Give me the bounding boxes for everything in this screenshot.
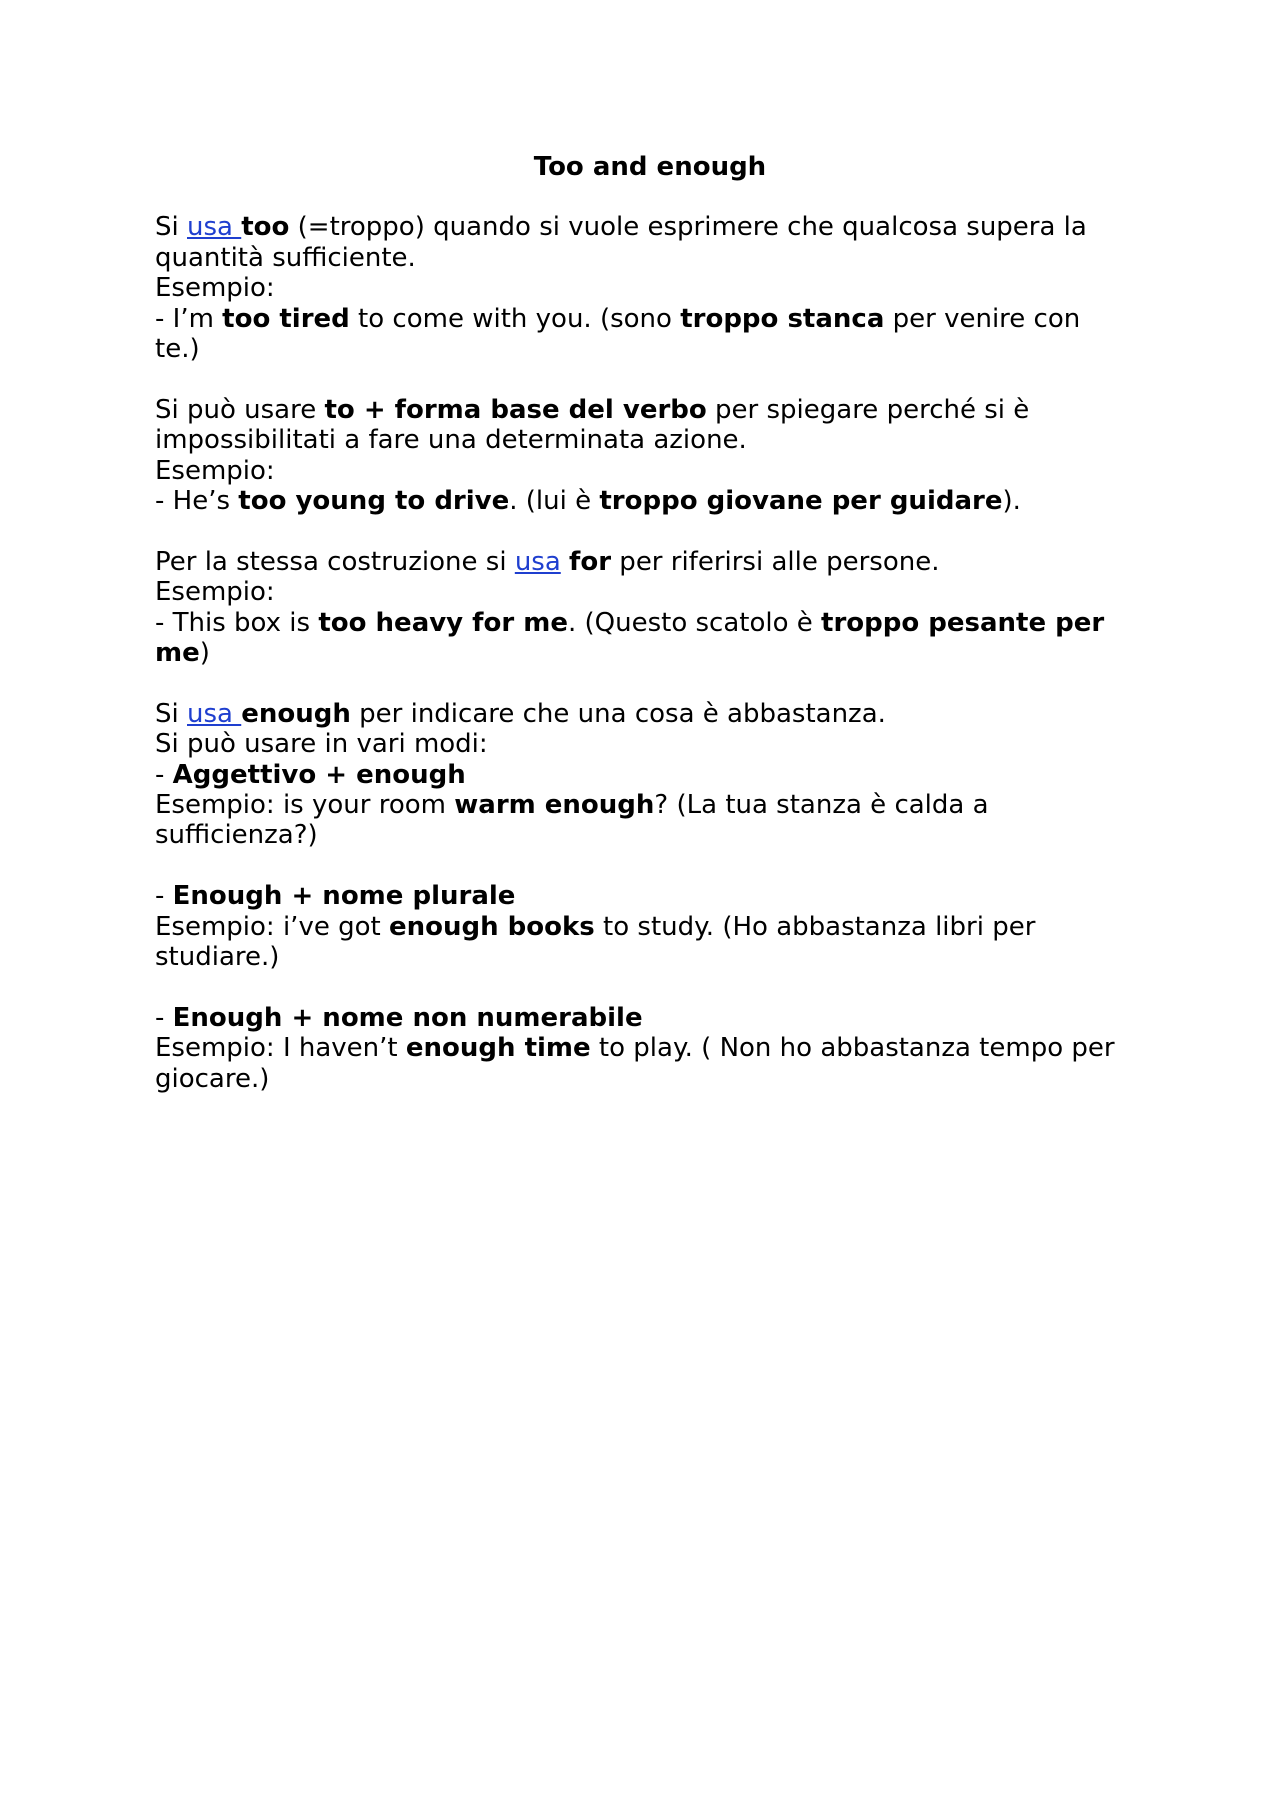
bold-text: enough books xyxy=(388,911,595,942)
text-line xyxy=(155,760,1125,790)
bold-text: Aggettivo + enough xyxy=(172,759,466,790)
text-run: - xyxy=(155,881,173,912)
usa-link[interactable]: usa xyxy=(187,698,242,729)
text-line xyxy=(155,729,1125,759)
bold-text: too xyxy=(241,212,290,243)
text-run: ? (La tua stanza è calda a sufficienza?) xyxy=(155,790,989,851)
usa-link[interactable]: usa xyxy=(187,212,242,243)
text-run: per indicare che una cosa è abbastanza. xyxy=(350,698,886,729)
text-run: to come with you. (sono xyxy=(349,303,681,334)
text-run: - This box is xyxy=(155,607,319,638)
bold-text: enough time xyxy=(405,1033,591,1064)
text-line xyxy=(155,912,1125,973)
usa-link[interactable]: usa xyxy=(514,546,561,577)
text-line xyxy=(155,577,1125,607)
text-run: (=troppo) quando si vuole esprimere che qualcosa supera la quantità sufficiente. xyxy=(155,212,1087,273)
text-run: Si xyxy=(155,212,187,243)
text-line xyxy=(155,608,1125,669)
text-line xyxy=(155,881,1125,911)
text-run: Esempio: xyxy=(155,273,275,304)
text-run: . (lui è xyxy=(509,486,600,517)
text-line xyxy=(155,790,1125,851)
text-line xyxy=(155,1033,1125,1094)
paragraph xyxy=(155,1003,1125,1094)
text-run xyxy=(561,547,569,577)
text-line xyxy=(155,547,1125,577)
paragraph xyxy=(155,212,1125,364)
text-run: to study. (Ho abbastanza libri per studiare.) xyxy=(155,911,1036,973)
text-run: to play. ( Non ho abbastanza tempo per giocare.) xyxy=(155,1033,1115,1094)
paragraph xyxy=(155,547,1125,669)
bold-text: warm enough xyxy=(454,790,655,821)
bold-text: troppo pesante per me xyxy=(155,607,1105,669)
text-run: per venire con te.) xyxy=(155,303,1081,365)
bold-text: Enough + nome plurale xyxy=(172,881,516,912)
text-line xyxy=(155,212,1125,273)
text-line xyxy=(155,1003,1125,1033)
bold-text: too young to drive xyxy=(238,486,510,517)
text-line xyxy=(155,486,1125,516)
bold-text: too heavy for me xyxy=(318,607,568,638)
text-line xyxy=(155,456,1125,486)
bold-text: too tired xyxy=(222,303,350,334)
text-run: ) xyxy=(199,638,210,669)
text-line xyxy=(155,395,1125,456)
text-run: Esempio: is your room xyxy=(155,790,455,821)
text-run: . (Questo scatolo è xyxy=(567,607,822,638)
bold-text: to + forma base del verbo xyxy=(324,394,707,425)
bold-text: troppo stanca xyxy=(680,303,885,334)
text-run: Esempio: xyxy=(155,455,275,486)
text-run: per riferirsi alle persone. xyxy=(611,546,940,577)
paragraph xyxy=(155,395,1125,517)
text-run: Si xyxy=(155,698,187,729)
text-run: Per la stessa costruzione si xyxy=(155,546,515,577)
bold-text: enough xyxy=(241,698,351,729)
text-run: - He’s xyxy=(155,486,239,517)
text-run: - xyxy=(155,1002,173,1033)
bold-text: for xyxy=(569,546,612,577)
text-line xyxy=(155,304,1125,365)
document-body xyxy=(155,152,1125,1094)
text-run: Esempio: xyxy=(155,577,275,608)
bold-text: Enough + nome non numerabile xyxy=(172,1002,643,1033)
paragraph-list xyxy=(155,212,1125,1094)
bold-text: troppo giovane per guidare xyxy=(599,486,1003,517)
text-line xyxy=(155,273,1125,303)
paragraph xyxy=(155,699,1125,851)
text-line xyxy=(155,699,1125,729)
document-title: Too and enough xyxy=(533,152,767,182)
text-run: ). xyxy=(1002,486,1021,517)
paragraph xyxy=(155,881,1125,972)
text-run: - xyxy=(155,759,173,790)
text-run: Si può usare xyxy=(155,394,325,425)
text-run: per spiegare perché si è impossibilitati a fare una determinata azione. xyxy=(155,394,1030,456)
text-run: Esempio: I haven’t xyxy=(155,1033,406,1064)
text-run: - I’m xyxy=(155,303,223,334)
text-run: Si può usare in vari modi: xyxy=(155,729,488,760)
text-run: Esempio: i’ve got xyxy=(155,911,389,942)
